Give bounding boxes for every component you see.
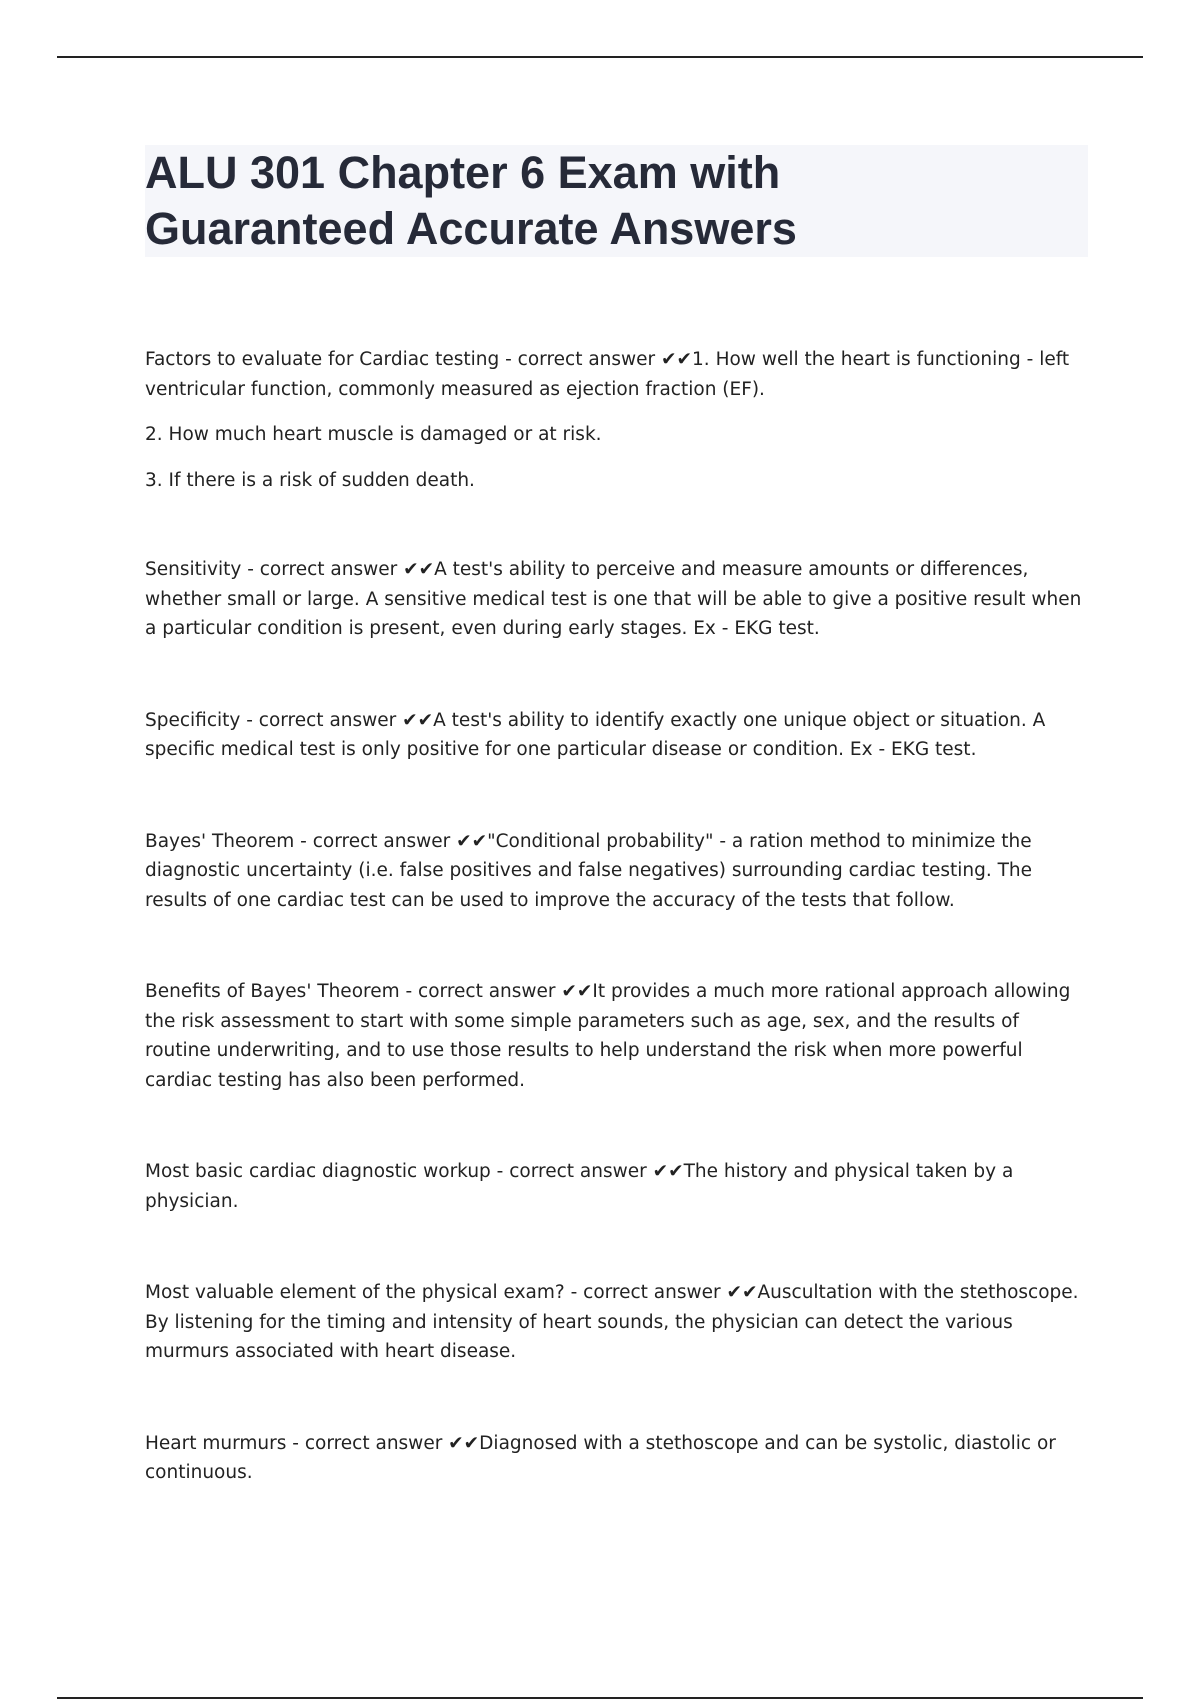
qa-entry	[145, 1278, 1090, 1367]
page-title	[145, 145, 1088, 257]
qa-paragraph: Most basic cardiac diagnostic workup - correct answer ✔✔The history and physical taken by a physician.	[145, 1161, 1014, 1212]
qa-paragraph: Most valuable element of the physical exam? - correct answer ✔✔Auscultation with the stethoscope. By listening for the timing and intensity of heart sounds, the physician can detect the various murmurs associated with heart disease.	[145, 1282, 1079, 1362]
qa-entry	[145, 1157, 1090, 1216]
qa-paragraph: 3. If there is a risk of sudden death.	[145, 469, 475, 491]
qa-entry	[145, 827, 1090, 916]
qa-paragraph: Bayes' Theorem - correct answer ✔✔"Conditional probability" - a ration method to minimize the diagnostic uncertainty (i.e. false positives and false negatives) surrounding cardiac testing. The results of one cardiac test can be used to improve the accuracy of the tests that follow.	[145, 830, 1033, 911]
title-line-2: Guaranteed Accurate Answers	[145, 203, 797, 254]
qa-paragraph: Specificity - correct answer ✔✔A test's ability to identify exactly one unique object or situation. A specific medical test is only positive for one particular disease or condition. Ex - EKG test.	[145, 709, 1046, 760]
qa-paragraph: Benefits of Bayes' Theorem - correct answer ✔✔It provides a much more rational approach allowing the risk assessment to start with some simple parameters such as age, sex, and the results of routine underwriting, and to use those results to help understand the risk when more powerful cardiac testing has also been performed.	[145, 981, 1071, 1091]
qa-paragraph: Sensitivity - correct answer ✔✔A test's ability to perceive and measure amounts or differences, whether small or large. A sensitive medical test is one that will be able to give a positive result when a particular condition is present, even during early stages. Ex - EKG test.	[145, 559, 1082, 639]
header-rule	[57, 56, 1143, 58]
title-line-1: ALU 301 Chapter 6 Exam with	[145, 147, 781, 198]
qa-paragraph: 2. How much heart muscle is damaged or at risk.	[145, 424, 602, 445]
qa-list	[145, 345, 1090, 1504]
footer-rule	[57, 1697, 1143, 1699]
qa-entry	[145, 555, 1090, 644]
qa-paragraph: Heart murmurs - correct answer ✔✔Diagnosed with a stethoscope and can be systolic, diastolic or continuous.	[145, 1432, 1056, 1483]
qa-entry	[145, 1429, 1090, 1488]
title-block	[145, 145, 1088, 257]
qa-entry	[145, 977, 1090, 1095]
qa-entry	[145, 706, 1090, 765]
qa-entry	[145, 345, 1090, 495]
qa-paragraph: Factors to evaluate for Cardiac testing - correct answer ✔✔1. How well the heart is functioning - left ventricular function, commonly measured as ejection fraction (EF).	[145, 349, 1070, 400]
